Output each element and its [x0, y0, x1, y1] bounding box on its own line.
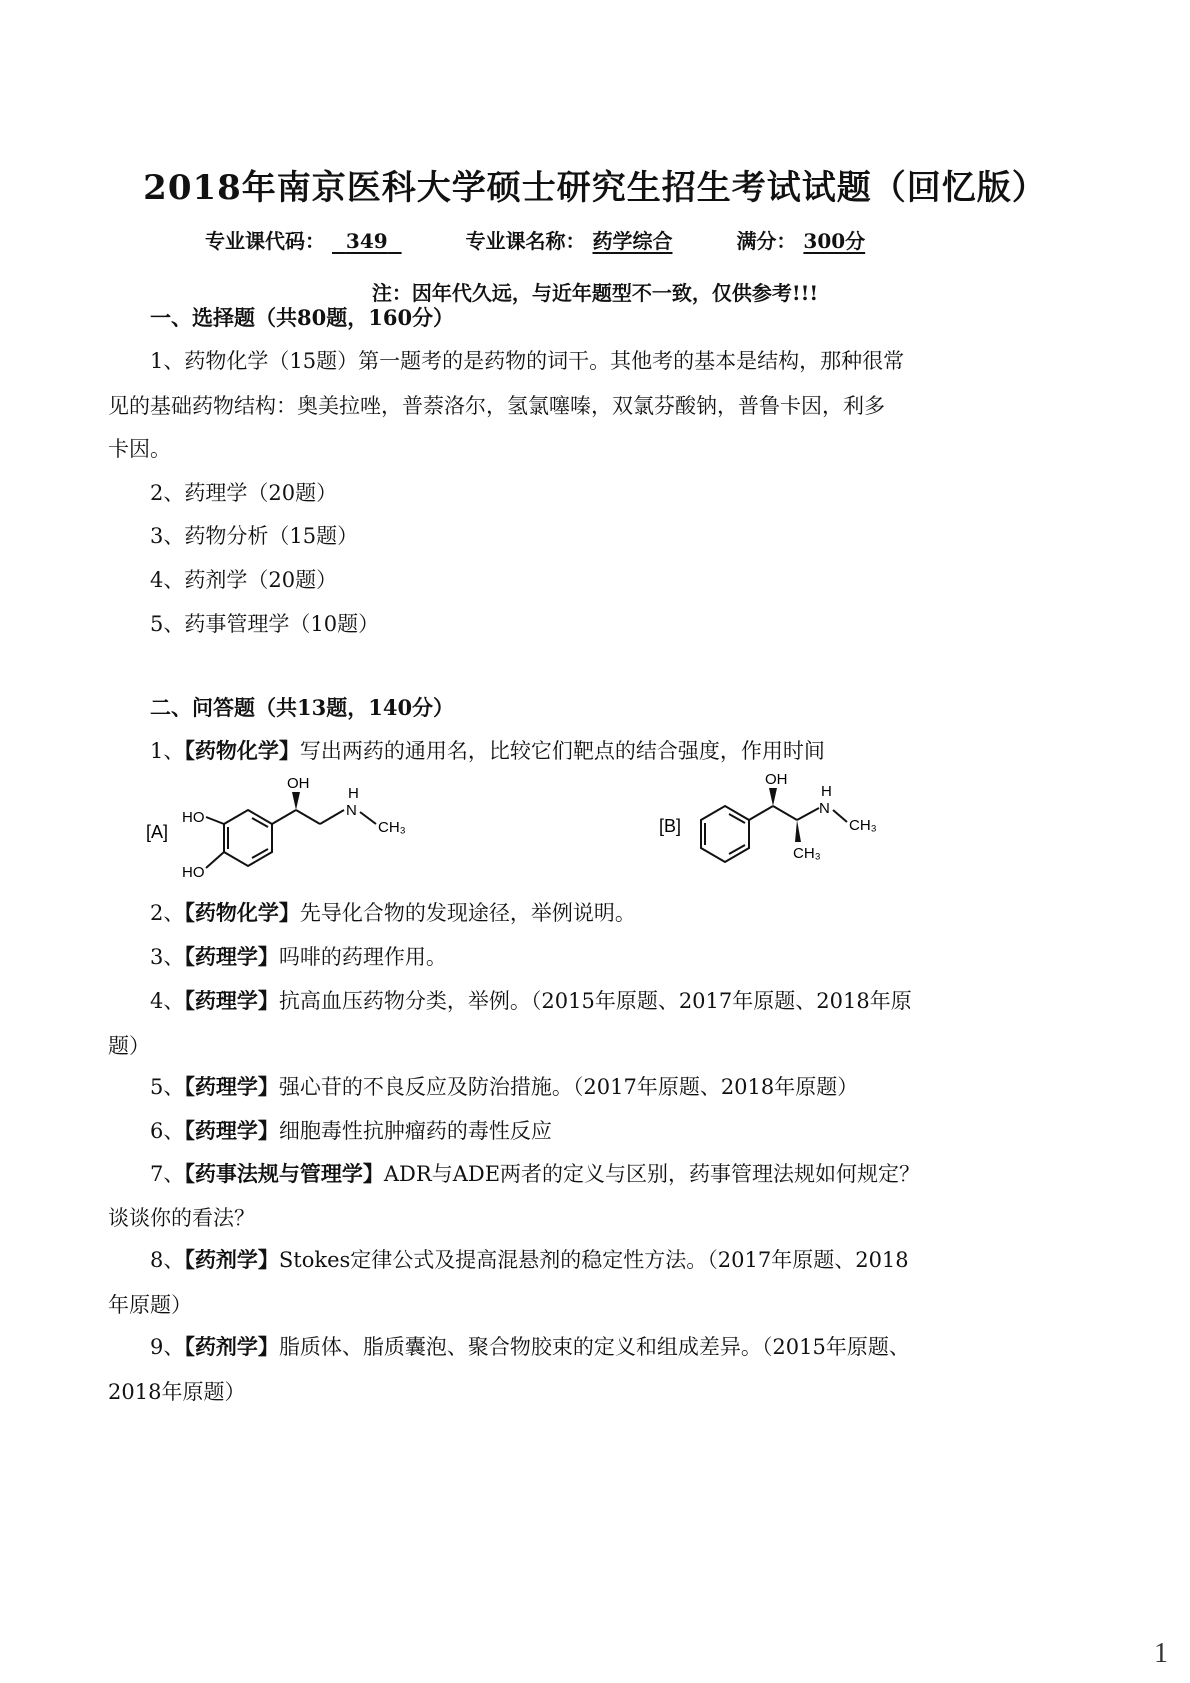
q1: 1、【药物化学】写出两药的通用名，比较它们靶点的结合强度，作用时间: [150, 738, 825, 763]
chem-a-ho-bottom: HO: [182, 864, 205, 881]
name-value: 药学综合: [592, 229, 673, 253]
s1-item-2: 2、药理学（20题）: [150, 481, 338, 505]
s1-item-5: 5、药事管理学（10题）: [150, 612, 380, 636]
course-meta: [205, 225, 865, 254]
code-label: 专业课代码：: [205, 229, 325, 253]
chem-a-ch3: CH₃: [378, 819, 406, 836]
q8: 8、【药剂学】Stokes定律公式及提高混悬剂的稳定性方法。（2017年原题、2018: [150, 1247, 909, 1272]
section-two-heading: 二、问答题（共13题，140分）: [150, 695, 455, 720]
q3: 3、【药理学】吗啡的药理作用。: [150, 944, 447, 969]
q2: 2、【药物化学】先导化合物的发现途径，举例说明。: [150, 900, 636, 925]
page-number: 1: [1154, 1638, 1168, 1669]
name-label: 专业课名称：: [465, 229, 586, 253]
q7: 7、【药事法规与管理学】ADR与ADE两者的定义与区别，药事管理法规如何规定？: [150, 1161, 921, 1186]
q5: 5、【药理学】强心苷的不良反应及防治措施。（2017年原题、2018年原题）: [150, 1074, 859, 1099]
chem-b-h: H: [821, 783, 832, 800]
q8-continued: 年原题）: [108, 1293, 192, 1317]
chem-a-ho-top: HO: [182, 809, 205, 826]
chem-b-label: [B]: [659, 816, 682, 836]
q6: 6、【药理学】细胞毒性抗肿瘤药的毒性反应: [150, 1118, 552, 1143]
page-title: 2018年南京医科大学硕士研究生招生考试试题（回忆版）: [143, 168, 1047, 208]
chem-structure-a: [140, 768, 440, 888]
q7-continued: 谈谈你的看法？: [108, 1206, 255, 1230]
q4: 4、【药理学】抗高血压药物分类，举例。（2015年原题、2017年原题、2018年原: [150, 988, 912, 1013]
code-value: 349: [345, 229, 388, 253]
chem-b-n: N: [819, 800, 830, 817]
s1-item-1-line-3: 卡因。: [108, 437, 171, 461]
chem-b-ring: [701, 806, 749, 862]
chem-b-ch3-n: CH₃: [849, 817, 877, 834]
score-label: 满分：: [736, 229, 797, 253]
chem-a-n: N: [346, 802, 357, 819]
chem-a-label: [A]: [146, 822, 169, 842]
s1-item-1-line-2: 见的基础药物结构：奥美拉唑，普萘洛尔，氢氯噻嗪，双氯芬酸钠，普鲁卡因，利多: [108, 394, 885, 418]
chem-b-ch3-c: CH₃: [793, 845, 821, 862]
note: 注：因年代久远，与近年题型不一致，仅供参考!!!: [371, 281, 819, 305]
s1-item-4: 4、药剂学（20题）: [150, 568, 338, 592]
chem-structure-b: [655, 768, 955, 888]
section-one-heading: 一、选择题（共80题，160分）: [150, 305, 455, 330]
q9: 9、【药剂学】脂质体、脂质囊泡、聚合物胶束的定义和组成差异。（2015年原题、: [150, 1334, 910, 1359]
chem-a-ring: [224, 810, 272, 866]
s1-item-1-line-1: 1、药物化学（15题）第一题考的是药物的词干。其他考的基本是结构，那种很常: [150, 349, 905, 373]
score-value: 300分: [803, 229, 866, 253]
q9-continued: 2018年原题）: [108, 1380, 246, 1404]
chem-b-oh: OH: [765, 771, 788, 788]
chem-a-h: H: [348, 785, 359, 802]
chem-a-oh: OH: [287, 775, 310, 792]
s1-item-3: 3、药物分析（15题）: [150, 524, 359, 548]
q4-continued: 题）: [108, 1034, 150, 1058]
